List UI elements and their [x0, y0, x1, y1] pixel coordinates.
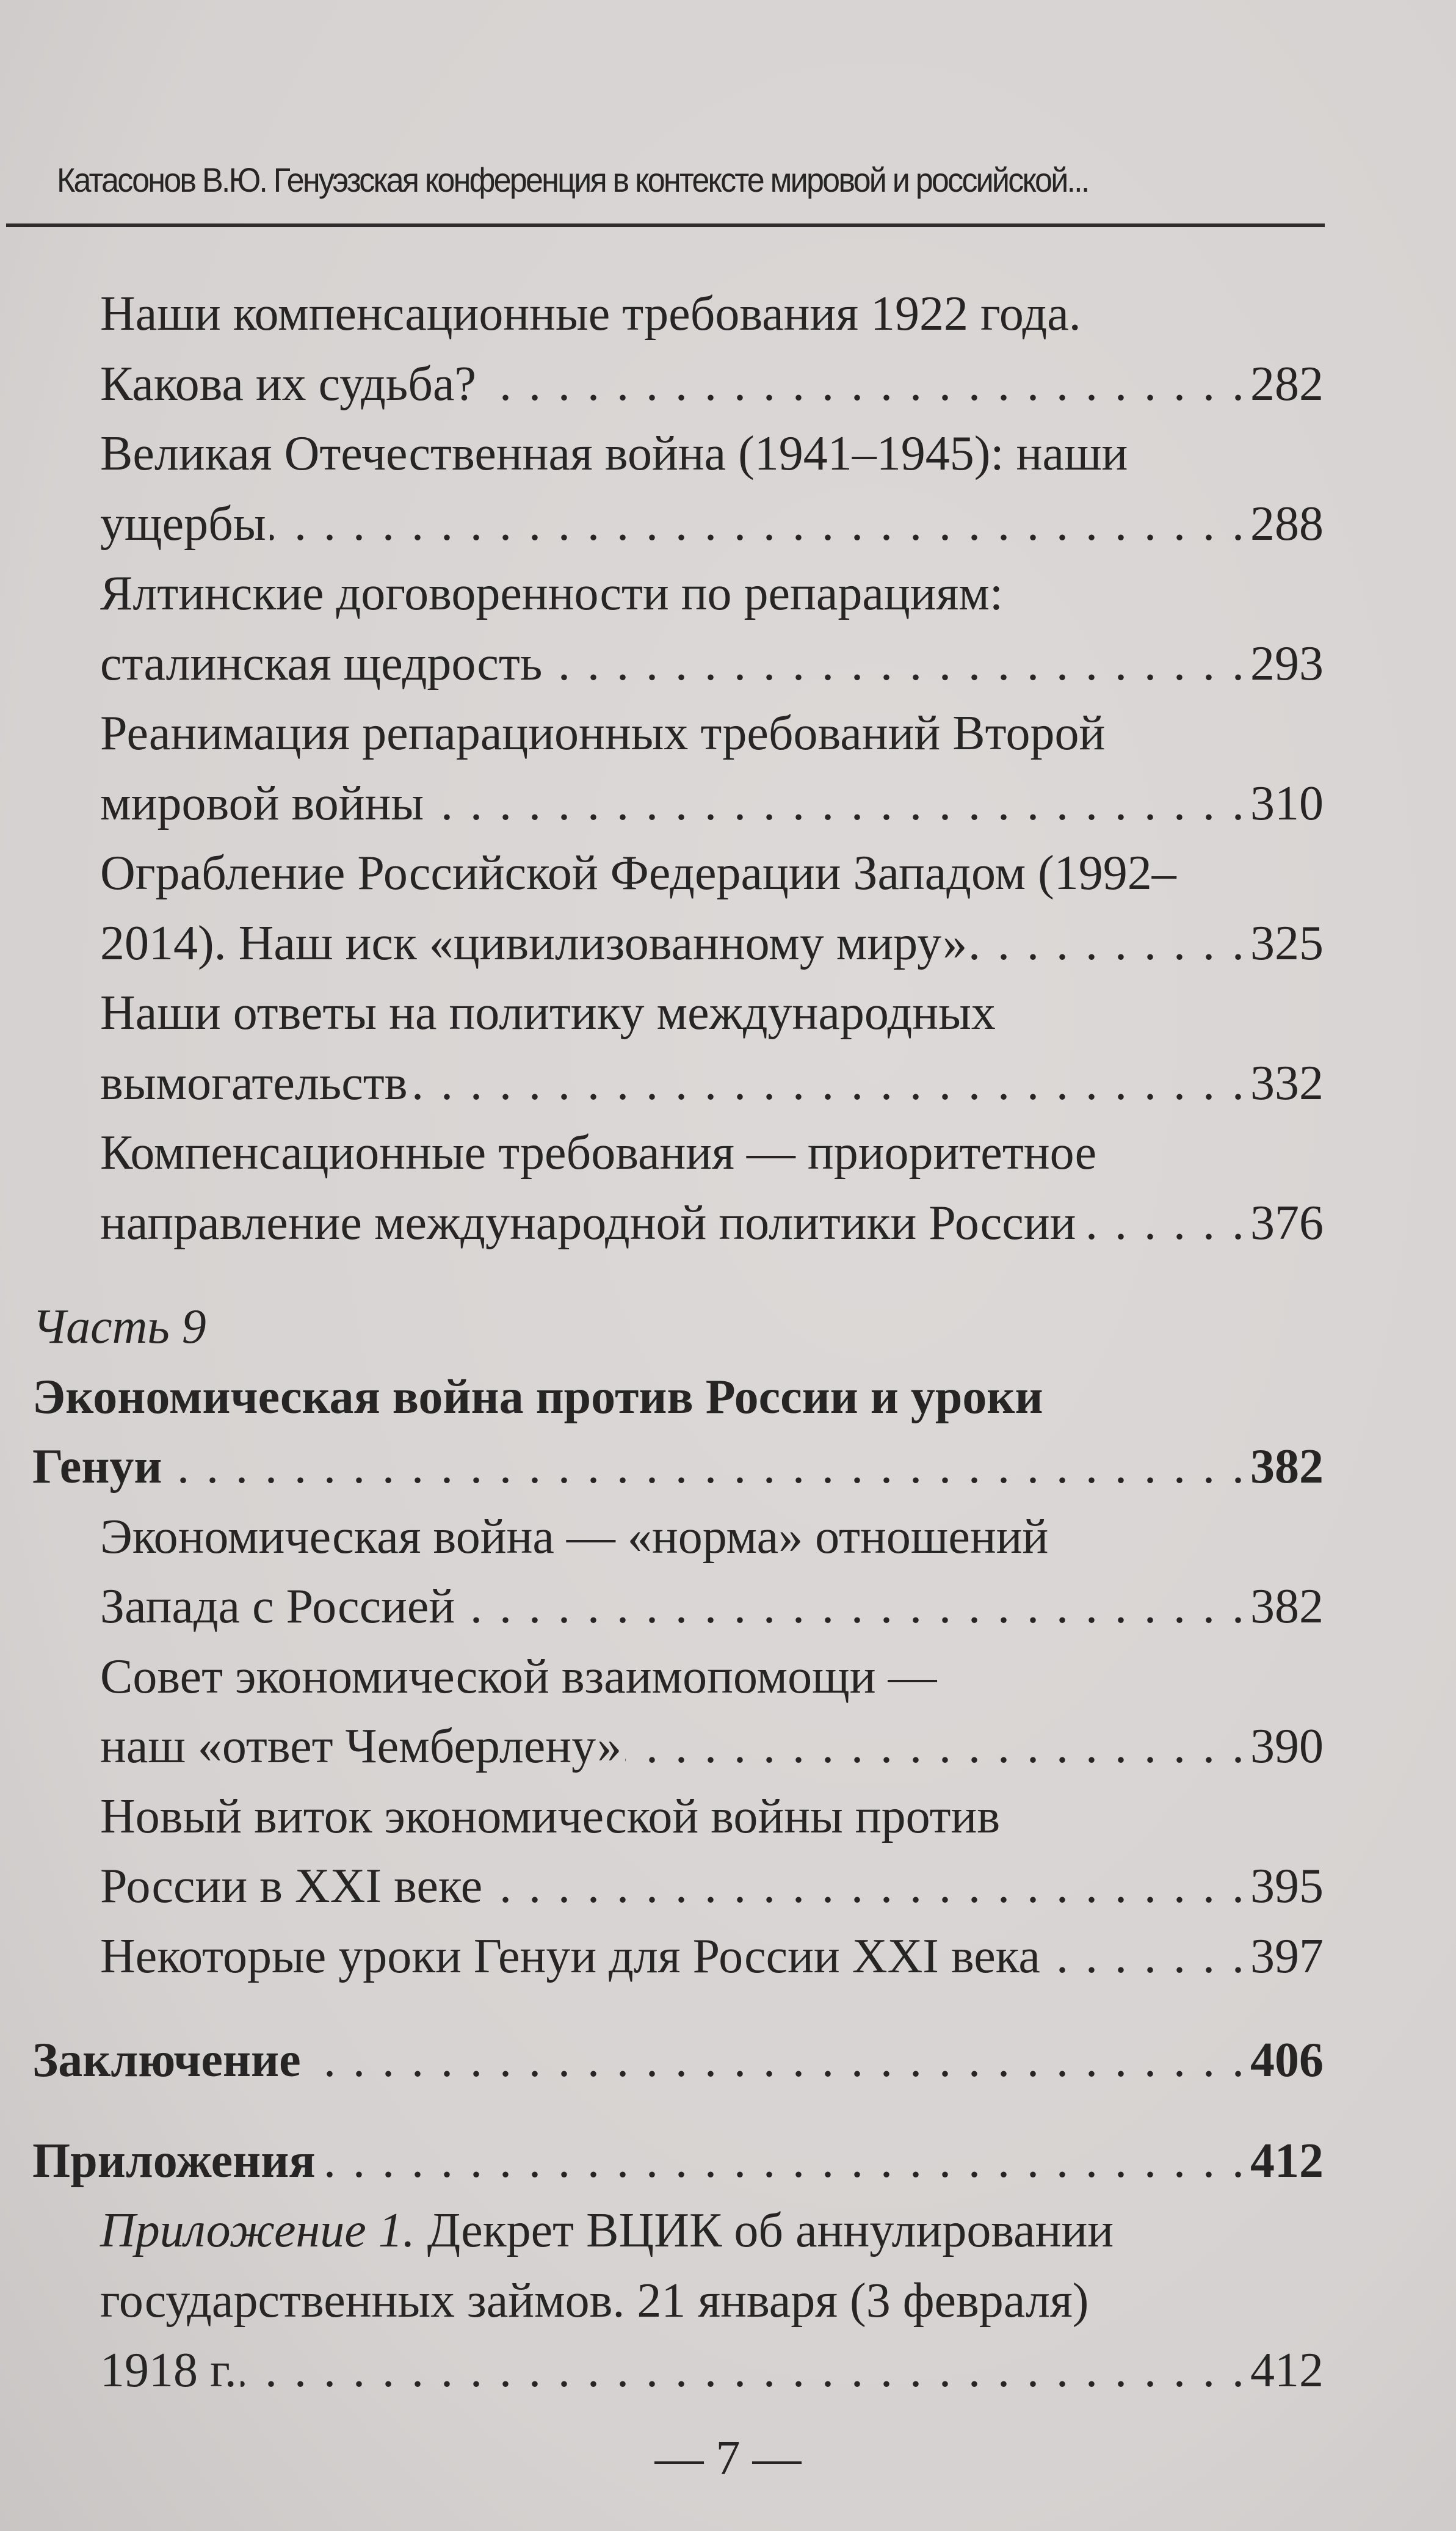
toc-entry-text: сталинская щедрость: [100, 636, 543, 691]
page-number: 406: [1250, 2033, 1324, 2087]
part-number: Часть 9: [32, 1300, 206, 1354]
toc-entry-text: государственных займов. 21 января (3 февраля): [100, 2273, 1089, 2328]
toc-line: [32, 1851, 1324, 1922]
part-title: Генуи: [32, 1440, 162, 1494]
toc-line: [32, 629, 1324, 699]
toc-entry-text: мировой войны: [100, 776, 424, 830]
dot-leader: [971, 909, 1247, 979]
page-number: 382: [1250, 1580, 1324, 1633]
toc-line: [32, 489, 1324, 559]
toc-line: [32, 2126, 1324, 2196]
page-number: 325: [1250, 916, 1324, 970]
page-number: 288: [1250, 496, 1324, 551]
dot-leader: [270, 489, 1247, 559]
dot-leader: [305, 2025, 1247, 2096]
header-rule: [6, 223, 1325, 227]
toc-entry-text: вымогательств: [100, 1056, 408, 1110]
toc-line: [32, 909, 1324, 979]
toc-line: [32, 2196, 1324, 2266]
page-number: 376: [1250, 1196, 1324, 1250]
toc-line: [32, 1118, 1324, 1188]
page-number: 390: [1250, 1719, 1324, 1773]
toc-entry-text: Декрет ВЦИК об аннулировании: [427, 2204, 1114, 2257]
page-number-footer: — 7 —: [654, 2431, 802, 2485]
toc-line: [32, 559, 1324, 629]
toc-line: [32, 1572, 1324, 1642]
toc-entry-text: Некоторые уроки Генуи для России XXI века: [100, 1929, 1040, 1983]
toc-line: [32, 1642, 1324, 1712]
spacer: [32, 2096, 1324, 2126]
dot-leader: [625, 1712, 1247, 1782]
spacer: [32, 1991, 1324, 2025]
toc-line: [32, 1048, 1324, 1119]
toc-entry-text: Наши компенсационные требования 1922 года.: [100, 287, 1081, 341]
toc-entry-text: Новый виток экономической войны против: [100, 1789, 1001, 1843]
toc-entry-text: Совет экономической взаимопомощи —: [100, 1649, 937, 1704]
toc-entry-text: Ялтинские договоренности по репарациям:: [100, 567, 1004, 620]
dot-leader: [319, 2126, 1247, 2196]
dot-leader: [1044, 1922, 1247, 1992]
section-title: Приложения: [32, 2133, 316, 2188]
toc-entry-text: направление международной политики России: [100, 1196, 1076, 1250]
page-number: 310: [1250, 776, 1324, 830]
dot-leader: [458, 1572, 1247, 1642]
toc-line: [32, 1502, 1324, 1572]
part-title: Экономическая война против России и уроки: [32, 1370, 1043, 1424]
toc-line: [32, 699, 1324, 769]
section-title: Заключение: [32, 2033, 301, 2087]
toc-entry-text: Наши ответы на политику международных: [100, 986, 996, 1040]
page-number: 412: [1250, 2133, 1324, 2188]
toc-entry-text: Великая Отечественная война (1941–1945): наши: [100, 427, 1128, 481]
toc-entry-text: 2014). Наш иск «цивилизованному миру»: [100, 916, 968, 970]
dot-leader: [427, 769, 1247, 839]
toc-line: [32, 769, 1324, 839]
toc-line: [32, 978, 1324, 1048]
toc-entry-text: Ограбление Российской Федерации Западом (1992–: [100, 846, 1176, 900]
toc-line: [32, 2336, 1324, 2406]
toc-entry-text: 1918 г.: [100, 2344, 237, 2397]
toc-entry-text: Реанимация репарационных требований Второй: [100, 706, 1106, 760]
table-of-contents: [32, 279, 1324, 2406]
page-number: 412: [1250, 2344, 1324, 2397]
page-number: 395: [1250, 1859, 1324, 1913]
toc-line: [32, 2025, 1324, 2096]
toc-line: [32, 2266, 1324, 2336]
toc-line: [32, 349, 1324, 419]
dot-leader: [166, 1432, 1247, 1502]
toc-entry-text: Экономическая война — «норма» отношений: [100, 1509, 1049, 1564]
part-label: [32, 1292, 1324, 1362]
toc-entry-text: Запада с Россией: [100, 1580, 455, 1633]
page-number: 382: [1250, 1440, 1324, 1494]
toc-entry-text: наш «ответ Чемберлену»: [100, 1719, 622, 1773]
page-number: 397: [1250, 1929, 1324, 1983]
toc-line: [32, 1188, 1324, 1258]
toc-line: [32, 279, 1324, 349]
appendix-label: Приложение 1.: [100, 2204, 415, 2257]
toc-line: [32, 1782, 1324, 1852]
dot-leader: [411, 1048, 1247, 1119]
dot-leader: [480, 349, 1247, 419]
dot-leader: [546, 629, 1247, 699]
running-header: Катасонов В.Ю. Генуэзская конференция в контексте мировой и российской...: [57, 161, 1088, 199]
page-number: 293: [1250, 636, 1324, 691]
toc-entry-text: Какова их судьба?: [100, 357, 476, 411]
page-number: 332: [1250, 1056, 1324, 1110]
spacer: [32, 1258, 1324, 1292]
dot-leader: [486, 1851, 1247, 1922]
toc-entry-text: Компенсационные требования — приоритетное: [100, 1126, 1097, 1180]
toc-line: [32, 1712, 1324, 1782]
toc-line: [32, 419, 1324, 489]
toc-line: [32, 1362, 1324, 1433]
toc-line: [32, 1922, 1324, 1992]
dot-leader: [1079, 1188, 1247, 1258]
toc-line: [32, 1432, 1324, 1502]
dot-leader: [241, 2336, 1247, 2406]
toc-entry-text: России в XXI веке: [100, 1859, 483, 1913]
toc-entry-text: ущербы: [100, 496, 266, 551]
page-number: 282: [1250, 357, 1324, 411]
toc-line: [32, 838, 1324, 909]
